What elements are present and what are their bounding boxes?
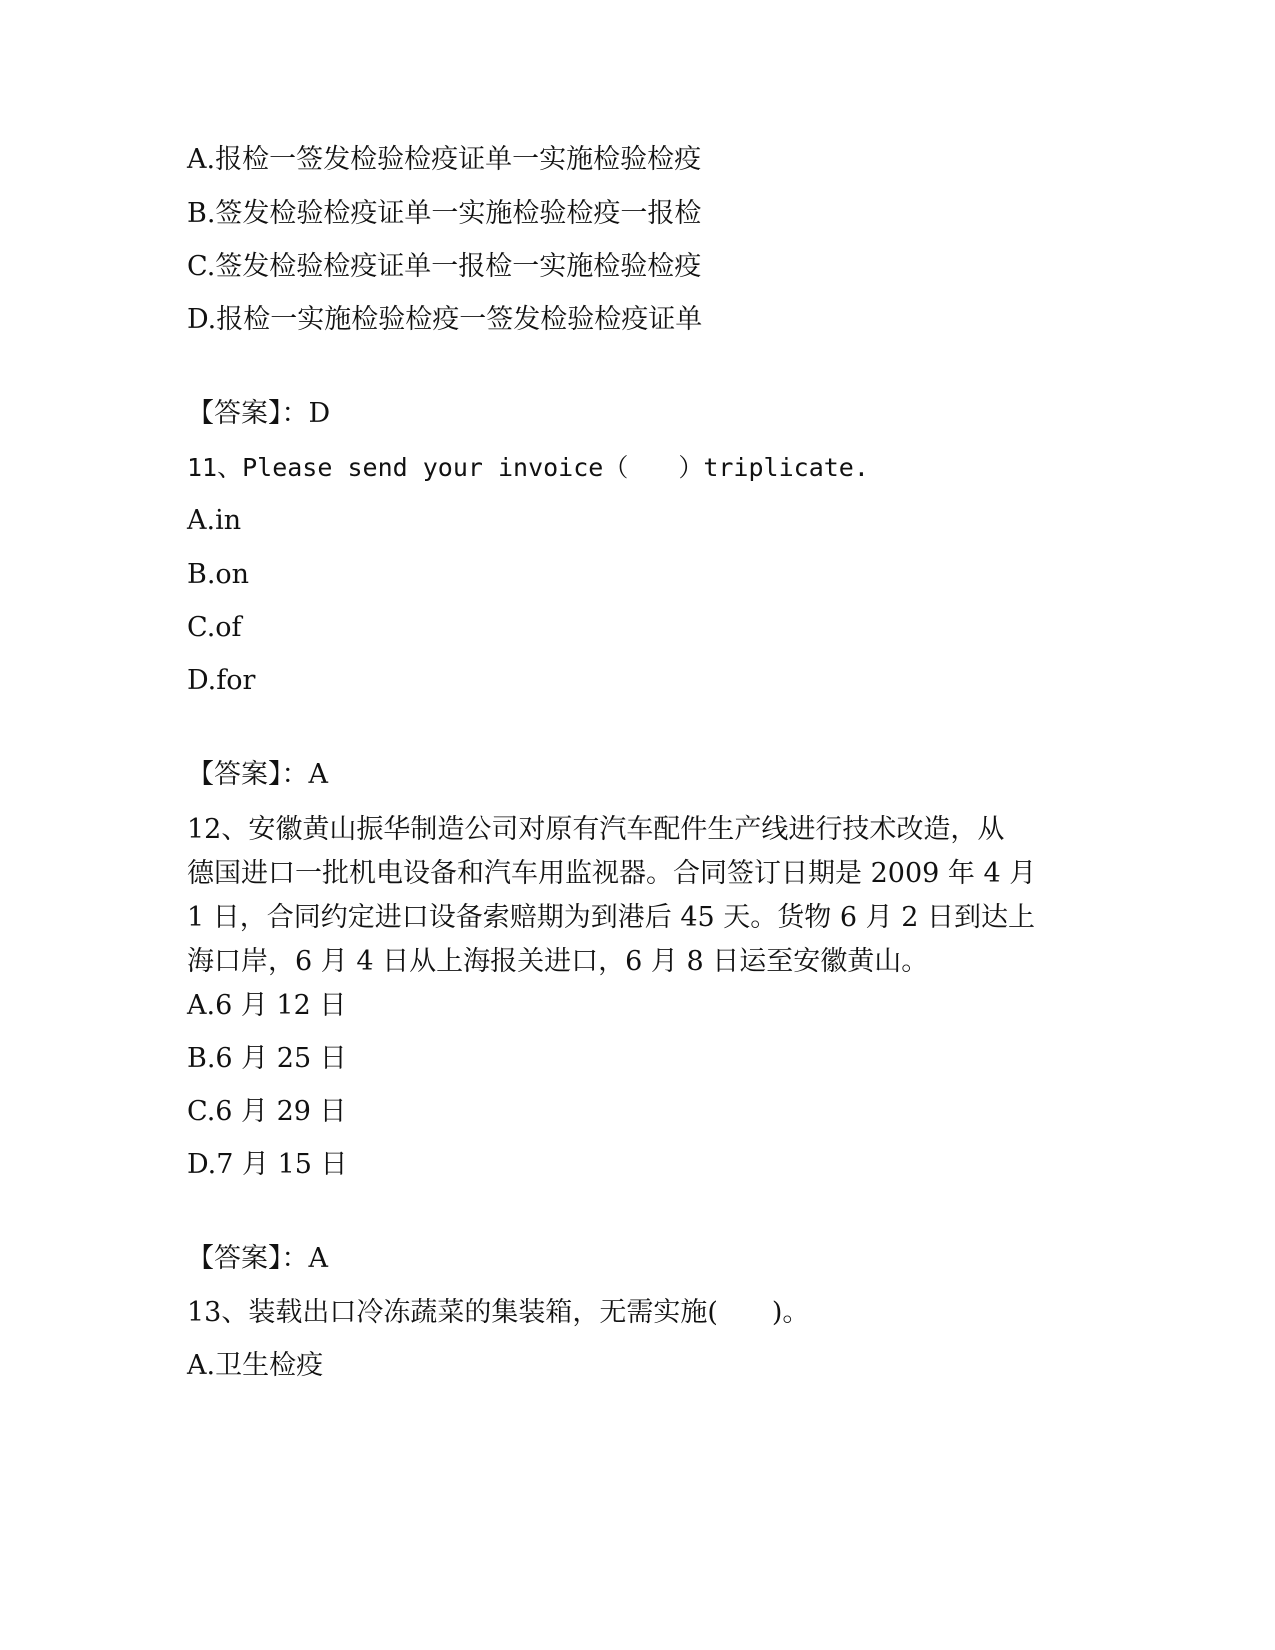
q10-option-a: A.报检一签发检验检疫证单一实施检验检疫 — [187, 144, 702, 175]
q12-stem-line-2: 德国进口一批机电设备和汽车用监视器。合同签订日期是 2009 年 4 月 — [187, 858, 1037, 889]
q12-stem-line-4: 海口岸，6 月 4 日从上海报关进口，6 月 8 日运至安徽黄山。 — [187, 946, 929, 977]
q11-option-b: B.on — [187, 559, 250, 590]
q13-option-a: A.卫生检疫 — [187, 1350, 324, 1381]
q11-option-d: D.for — [187, 665, 256, 696]
q13-stem: 13、装载出口冷冻蔬菜的集装箱，无需实施( )。 — [187, 1297, 810, 1328]
q11-option-c: C.of — [187, 612, 242, 643]
q10-answer: 【答案】：D — [187, 398, 331, 429]
q12-option-b: B.6 月 25 日 — [187, 1043, 347, 1074]
q12-option-c: C.6 月 29 日 — [187, 1096, 347, 1127]
q12-option-a: A.6 月 12 日 — [187, 990, 347, 1021]
q10-option-d: D.报检一实施检验检疫一签发检验检疫证单 — [187, 304, 703, 335]
q12-stem-line-3: 1 日，合同约定进口设备索赔期为到港后 45 天。货物 6 月 2 日到达上 — [187, 902, 1035, 933]
q10-option-c: C.签发检验检疫证单一报检一实施检验检疫 — [187, 251, 702, 282]
q10-option-b: B.签发检验检疫证单一实施检验检疫一报检 — [187, 198, 702, 229]
q11-stem: 11、Please send your invoice（ ）triplicate. — [187, 453, 869, 482]
q12-option-d: D.7 月 15 日 — [187, 1149, 348, 1180]
q11-option-a: A.in — [187, 505, 242, 536]
q12-stem-line-1: 12、安徽黄山振华制造公司对原有汽车配件生产线进行技术改造，从 — [187, 814, 1005, 845]
q11-answer: 【答案】：A — [187, 759, 328, 790]
q12-stem — [187, 808, 1067, 984]
q12-answer: 【答案】：A — [187, 1243, 328, 1274]
